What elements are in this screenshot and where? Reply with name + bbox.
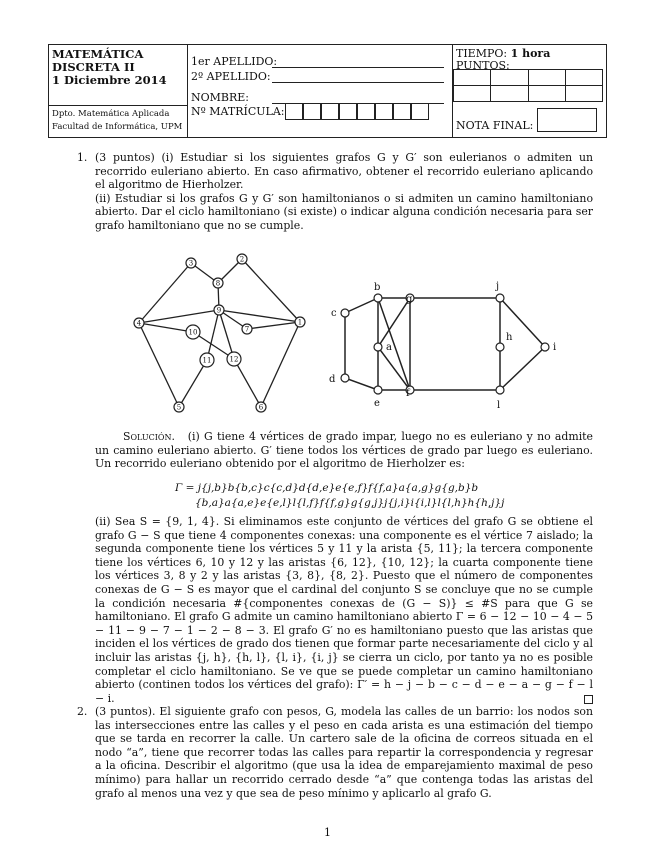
matricula-box[interactable] — [411, 103, 429, 120]
matricula-label: Nº MATRÍCULA: — [191, 105, 285, 118]
graph-g-node-label: 9 — [216, 306, 222, 315]
q2-statement: (3 puntos). El siguiente grafo con pesos, G, modela las calles de un barrio: los nodos son las intersecciones entre las calles y el peso en cada arista es una estimación del tiempo que se tarda en recorrer la calle. Un cartero sale de la oficina de correos situada en el nodo “a”, tiene que recorrer todas las calles para repartir la correspondencia y regresar a la oficina. Describir el algoritmo (que usa la idea de emparejamiento maximal de peso mínimo) para hallar un recorrido cerrado desde “a” que contenga todas las aristas del grafo al menos una vez y que sea de peso mínimo y aplicarlo al grafo G. — [95, 705, 593, 800]
puntos-label: PUNTOS: — [456, 59, 510, 72]
solution-part-ii — [95, 515, 593, 705]
question-2 — [77, 705, 593, 800]
graph-g-prime-node — [496, 294, 504, 302]
question-number: 2. — [77, 705, 88, 718]
page-number: 1 — [324, 826, 331, 839]
graph-g-prime-node — [496, 386, 504, 394]
student-info-cell — [188, 45, 453, 137]
graph-g-prime-node — [496, 343, 504, 351]
matricula-box[interactable] — [339, 103, 357, 120]
graph-g-node-label: 4 — [136, 319, 142, 328]
apellido1-field[interactable] — [272, 67, 444, 68]
q1-statement-i: (3 puntos) (i) Estudiar si los siguientes grafos G y G′ son eulerianos o admiten un recorrido euleriano abierto. En caso afirmativo, obtener el recorrido euleriano aplicando el algoritmo de Hierholzer. — [95, 151, 593, 192]
solution-part-i — [95, 430, 593, 471]
nota-final-box[interactable] — [537, 108, 597, 132]
graph-g-prime-label: e — [374, 398, 380, 409]
nombre-label: NOMBRE: — [191, 91, 250, 104]
graph-g-prime-node — [541, 343, 549, 351]
qed-symbol — [584, 695, 593, 704]
question-number: 1. — [77, 151, 88, 164]
department: Dpto. Matemática Aplicada Facultad de Informática, UPM — [49, 105, 187, 134]
graph-g-prime-label: i — [553, 342, 557, 353]
nota-final-label: NOTA FINAL: — [456, 119, 534, 132]
graph-g-node-label: 5 — [176, 403, 182, 412]
solution-label: Solución. — [123, 430, 175, 443]
graph-g-prime-label: h — [506, 332, 513, 343]
euler-formula-line-2: {b,a}a{a,e}e{e,l}l{l,f}f{f,g}g{g,j}j{j,i}i{i,l}l{l,h}h{h,j}j — [195, 497, 505, 509]
matricula-box[interactable] — [393, 103, 411, 120]
matricula-box[interactable] — [321, 103, 339, 120]
exam-header — [48, 44, 607, 138]
graph-g-node-label: 2 — [239, 255, 245, 264]
graph-g-prime-node — [374, 343, 382, 351]
graph-g-prime-label: g — [406, 294, 413, 305]
apellido2-label: 2º APELLIDO: — [191, 70, 271, 83]
graph-g-prime-label: c — [331, 308, 337, 319]
apellido2-field[interactable] — [272, 82, 444, 83]
graph-g-node-label: 7 — [244, 325, 250, 334]
graph-g-prime-label: j — [496, 281, 500, 292]
points-grid — [453, 69, 603, 102]
graph-g-prime — [320, 278, 570, 413]
matricula-box[interactable] — [357, 103, 375, 120]
apellido1-label: 1er APELLIDO: — [191, 55, 278, 68]
graph-g-prime-node — [374, 386, 382, 394]
tiempo: TIEMPO: 1 hora — [456, 47, 551, 60]
graph-g-prime-label: f — [406, 388, 410, 399]
graph-g-node-label: 6 — [258, 403, 264, 412]
grading-cell — [453, 45, 606, 137]
question-1 — [77, 151, 593, 233]
euler-formula-line-1: Γ = j{j,b}b{b,c}c{c,d}d{d,e}e{e,f}f{f,a}a{a,g}g{g,b}b — [175, 482, 479, 494]
graph-g-node-label: 1 — [297, 318, 303, 327]
graph-g-node-label: 12 — [229, 355, 239, 364]
graph-g-node-label: 10 — [188, 328, 198, 337]
graph-g-node-label: 8 — [215, 279, 221, 288]
graph-g-node-label: 3 — [188, 259, 194, 268]
course-cell — [49, 45, 188, 137]
graph-g-prime-node — [374, 294, 382, 302]
solution-text-ii: (ii) Sea S = {9, 1, 4}. Si eliminamos este conjunto de vértices del grafo G se obtiene el grafo G − S que tiene 4 componentes conexas: una componente es el vértice 7 aislado; la segunda componente tiene los vértices 5 y 11 y la arista {5, 11}; la tercera componente tiene los vértices 6, 10 y 12 y las aristas {6, 12}, {10, 12}; la cuarta componente tiene los vértices 3, 8 y 2 y las aristas {3, 8}, {8, 2}. Puesto que el número de componentes conexas de G − S es mayor que el cardinal del conjunto S se concluye que no se cumple la condición necesaria #{componentes conexas de (G − S)} ≤ #S para que G se hamiltoniano. El grafo G admite un camino hamiltoniano abierto Γ = 6 − 12 − 10 − 4 − 5 − 11 − 9 − 7 − 1 − 2 − 8 − 3. El grafo G′ no es hamiltoniano puesto que las aristas que inciden el los vértices de grado dos tienen que formar parte necesariamente del ciclo y al incluir las aristas {j, h}, {h, l}, {l, i}, {i, j} se cierra un ciclo, por tanto ya no es posible completar el ciclo hamiltoniano. Se ve que se puede completar un camino hamiltoniano abierto (continen todos los vértices del grafo): Γ′ = h − j − b − c − d − e − a − g − f − l − i. — [95, 515, 593, 705]
graph-g-prime-node — [341, 374, 349, 382]
graph-g-node-label: 11 — [202, 356, 212, 365]
graph-g-prime-label: l — [497, 400, 501, 411]
course-title: MATEMÁTICA DISCRETA II 1 Diciembre 2014 — [52, 47, 167, 87]
q1-statement-ii: (ii) Estudiar si los grafos G y G′ son hamiltonianos o si admiten un camino hamiltoniano abierto. Dar el ciclo hamiltoniano (si existe) o indicar alguna condición necesaria para ser grafo hamiltoniano que no se cumple. — [95, 191, 593, 232]
matricula-box[interactable] — [285, 103, 303, 120]
graph-g — [125, 248, 315, 418]
solution-text-i: (i) G tiene 4 vértices de grado impar, luego no es euleriano y no admite un camino euleriano abierto. G′ tiene todos los vértices de grado par luego es euleriano. Un recorrido euleriano obtenido por el algoritmo de Hierholzer es: — [95, 430, 594, 471]
matricula-box[interactable] — [375, 103, 393, 120]
graph-g-prime-label: d — [329, 374, 336, 385]
graph-g-prime-label: b — [374, 282, 381, 293]
matricula-box[interactable] — [303, 103, 321, 120]
graph-g-prime-node — [341, 309, 349, 317]
graph-g-prime-label: a — [386, 342, 392, 353]
